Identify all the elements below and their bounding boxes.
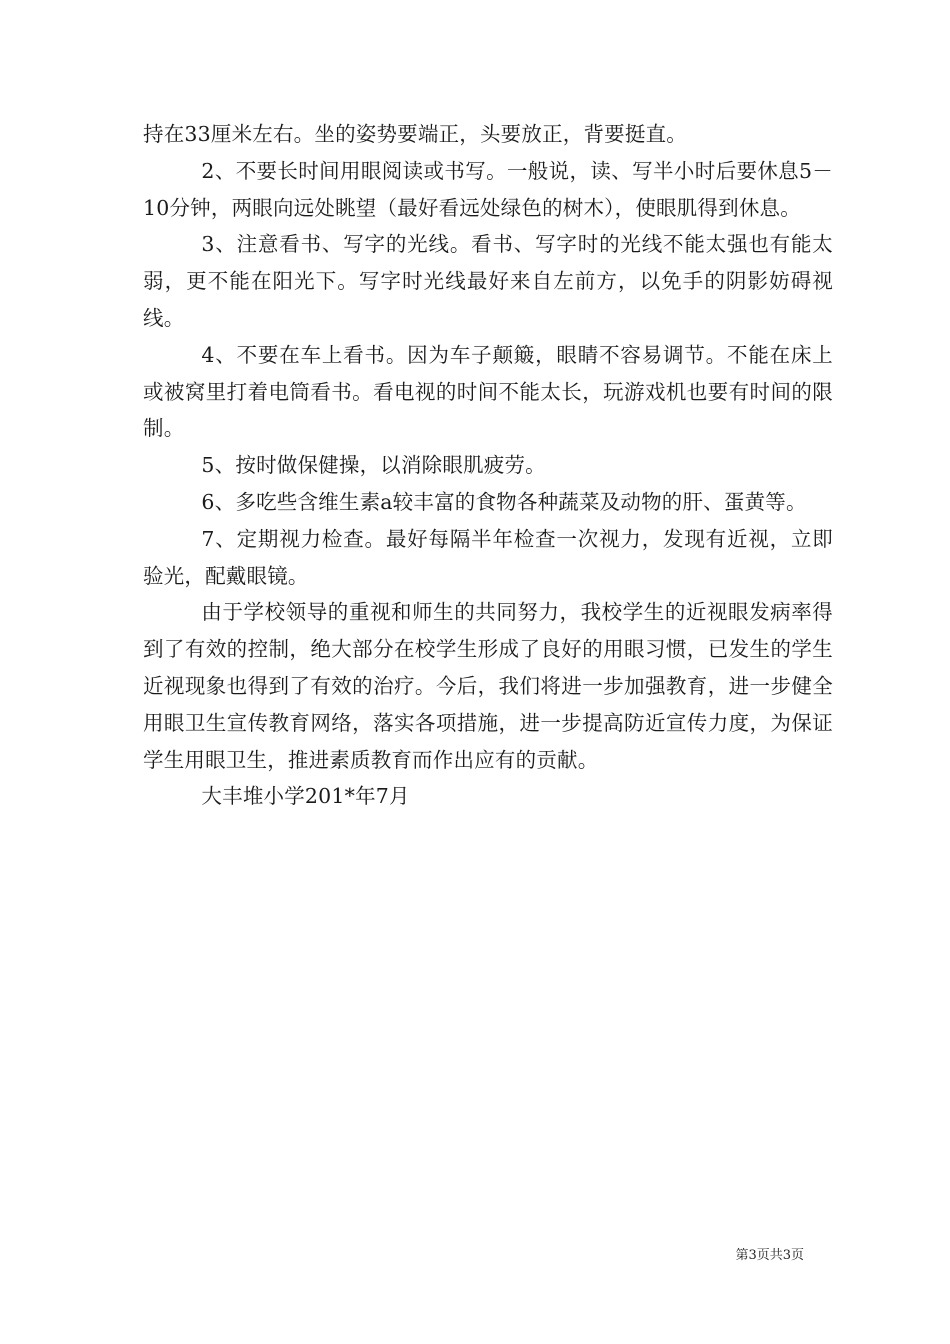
paragraph-continuation: 持在33厘米左右。坐的姿势要端正，头要放正，背要挺直。 <box>143 122 687 146</box>
document-body <box>143 116 833 815</box>
paragraph-item-7: 7、定期视力检查。最好每隔半年检查一次视力，发现有近视，立即验光，配戴眼镜。 <box>143 526 833 588</box>
signature-line: 大丰堆小学201*年7月 <box>201 784 410 809</box>
paragraph-item-4: 4、不要在车上看书。因为车子颠簸，眼睛不容易调节。不能在床上或被窝里打着电筒看书。看电视的时间不能太长，玩游戏机也要有时间的限制。 <box>143 342 833 441</box>
paragraph-item-3: 3、注意看书、写字的光线。看书、写字时的光线不能太强也有能太弱，更不能在阳光下。写字时光线最好来自左前方，以免手的阴影妨碍视线。 <box>143 232 833 330</box>
paragraph-item-5: 5、按时做保健操，以消除眼肌疲劳。 <box>201 453 546 478</box>
paragraph-item-6: 6、多吃些含维生素a较丰富的食物各种蔬菜及动物的肝、蛋黄等。 <box>201 489 807 514</box>
paragraph-item-2: 2、不要长时间用眼阅读或书写。一般说，读、写半小时后要休息5－10分钟，两眼向远处眺望（最好看远处绿色的树木），使眼肌得到休息。 <box>143 158 833 220</box>
paragraph-conclusion: 由于学校领导的重视和师生的共同努力，我校学生的近视眼发病率得到了有效的控制，绝大部分在校学生形成了良好的用眼习惯，已发生的学生近视现象也得到了有效的治疗。今后，我们将进一步加强教育，进一步健全用眼卫生宣传教育网络，落实各项措施，进一步提高防近宣传力度，为保证学生用眼卫生，推进素质教育而作出应有的贡献。 <box>143 600 833 772</box>
page-number: 第3页共3页 <box>735 1248 804 1263</box>
